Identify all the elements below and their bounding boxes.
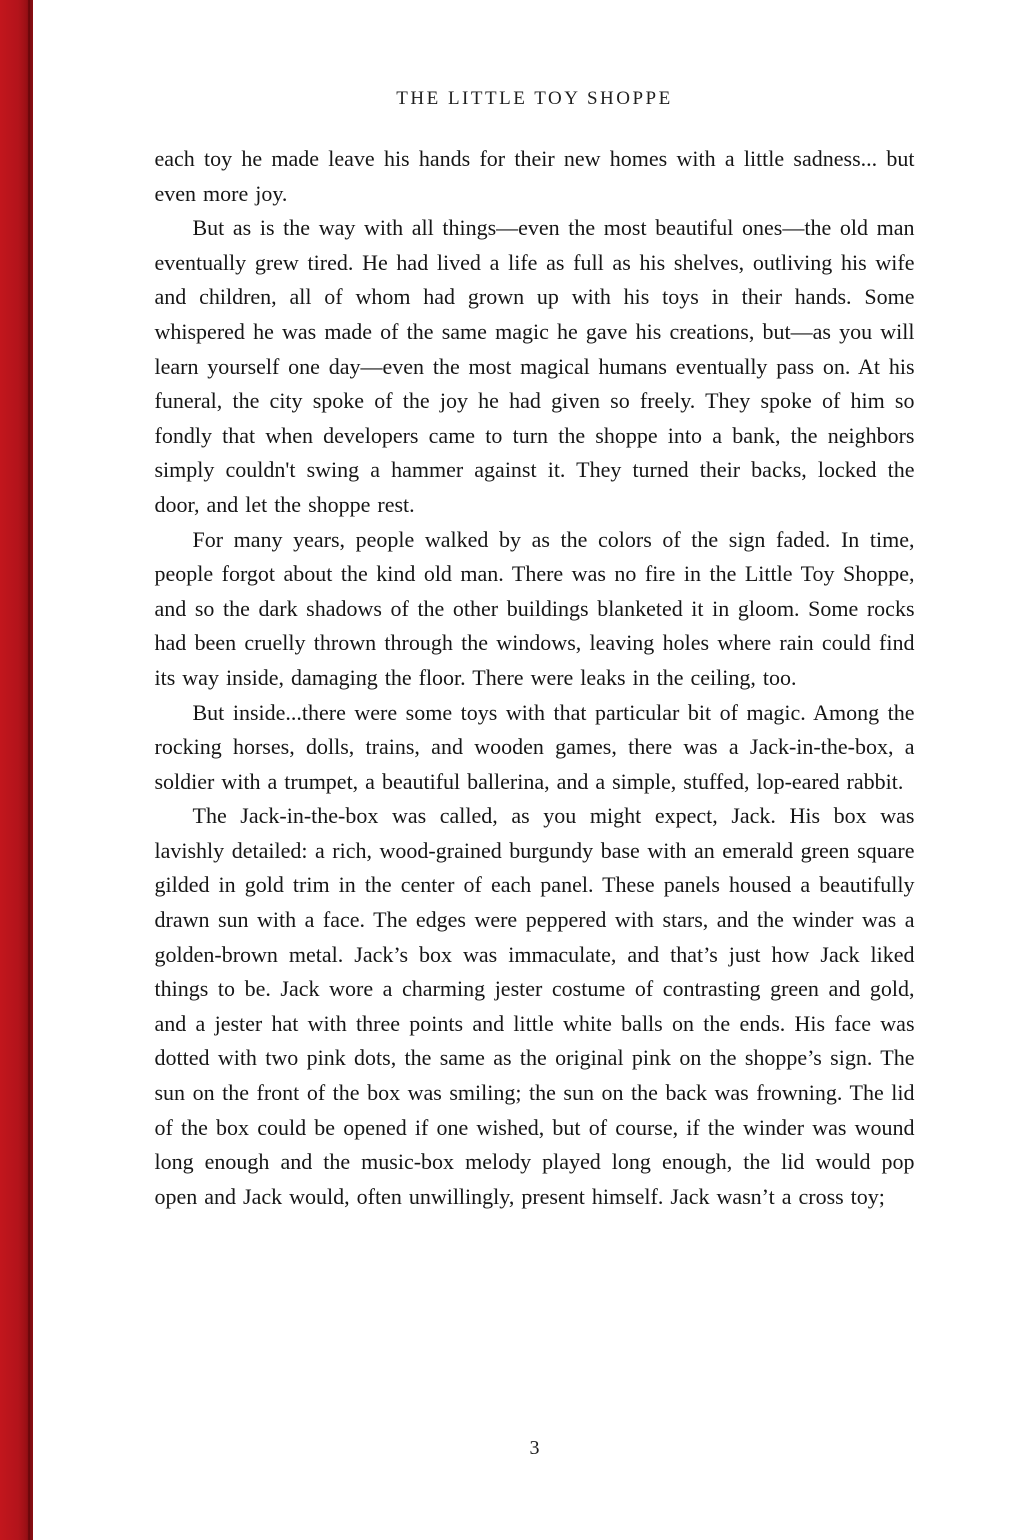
paragraph: The Jack-in-the-box was called, as you might expect, Jack. His box was lavishly detailed: a rich, wood-grained burgundy base with an emerald green square gilded in gold trim in the center of each panel. These panels housed a beautifully drawn sun with a face. The edges were peppered with stars, and the winder was a golden-brown metal. Jack’s box was immaculate, and that’s just how Jack liked things to be. Jack wore a charming jester costume of contrasting green and gold, and a jester hat with three points and little white balls on the ends. His face was dotted with two pink dots, the same as the original pink on the shoppe’s sign. The sun on the front of the box was smiling; the sun on the back was frowning. The lid of the box could be opened if one wished, but of course, if the winder was wound long enough and the music-box melody played long enough, the lid would pop open and Jack would, often unwillingly, present himself. Jack wasn’t a cross toy; [154, 803, 915, 1209]
page-body [155, 142, 915, 1214]
page-number: 3 [529, 1437, 540, 1459]
running-header: THE LITTLE TOY SHOPPE [396, 88, 673, 109]
paragraph: each toy he made leave his hands for their new homes with a little sadness... but even more joy. [154, 146, 915, 206]
paragraph: But inside...there were some toys with that particular bit of magic. Among the rocking horses, dolls, trains, and wooden games, there was a Jack-in-the-box, a soldier with a trumpet, a beautiful ballerina, and a simple, stuffed, lop-eared rabbit. [154, 699, 915, 794]
paragraph: But as is the way with all things—even the most beautiful ones—the old man eventually grew tired. He had lived a life as full as his shelves, outliving his wife and children, all of whom had grown up with his toys in their hands. Some whispered he was made of the same magic he gave his creations, but—as you will learn yourself one day—even the most magical humans eventually pass on. At his funeral, the city spoke of the joy he had given so freely. They spoke of him so fondly that when developers came to turn the shoppe into a bank, the neighbors simply couldn't swing a hammer against it. They turned their backs, locked the door, and let the shoppe rest. [154, 215, 915, 517]
book-spine-edge [0, 0, 33, 1540]
page [33, 0, 1036, 1540]
paragraph: For many years, people walked by as the colors of the sign faded. In time, people forgot about the kind old man. There was no fire in the Little Toy Shoppe, and so the dark shadows of the other buildings blanketed it in gloom. Some rocks had been cruelly thrown through the windows, leaving holes where rain could find its way inside, damaging the floor. There were leaks in the ceiling, too. [154, 526, 915, 690]
